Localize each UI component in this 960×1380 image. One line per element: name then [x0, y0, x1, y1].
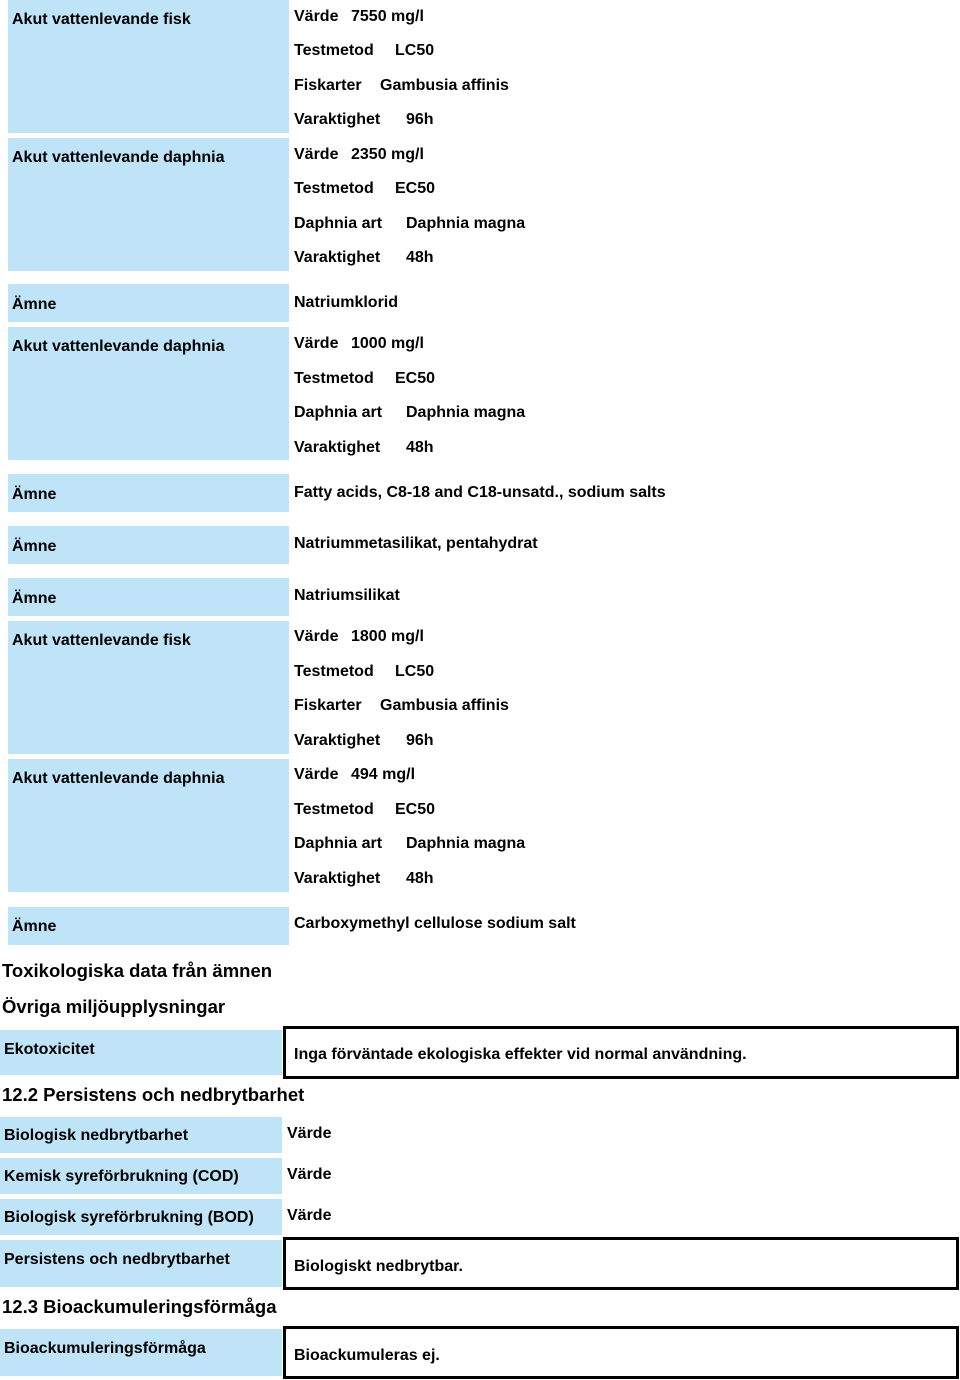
label-text: Biologisk syreförbrukning (BOD)	[4, 1209, 254, 1226]
label-cell	[8, 759, 289, 892]
row-value: EC50	[395, 801, 436, 818]
row-key: Värde	[294, 146, 339, 163]
row-key: Daphnia art	[294, 404, 383, 421]
row-value: Daphnia magna	[406, 215, 526, 232]
substance-name: Fatty acids, C8-18 and C18-unsatd., sodium salts	[294, 484, 666, 501]
label-text: Persistens och nedbrytbarhet	[4, 1251, 230, 1268]
row-value: 7550 mg/l	[351, 8, 424, 25]
label-cell-bioackumulering	[0, 1329, 282, 1376]
row-key: Varaktighet	[294, 249, 381, 266]
label-cell	[8, 138, 289, 271]
row-key: Fiskarter	[294, 77, 362, 94]
section-heading-tox: Toxikologiska data från ämnen	[2, 960, 273, 981]
row-value: Gambusia affinis	[380, 77, 509, 94]
label-cell-bod	[0, 1199, 282, 1235]
label-text: Akut vattenlevande daphnia	[12, 149, 225, 166]
value-text: Bioackumuleras ej.	[294, 1347, 440, 1364]
label-text: Ämne	[12, 486, 57, 503]
row-value: Värde	[287, 1166, 332, 1183]
row-value: Daphnia magna	[406, 835, 526, 852]
value-text: Biologiskt nedbrytbar.	[294, 1258, 463, 1275]
row-value: 494 mg/l	[351, 766, 416, 783]
row-key: Varaktighet	[294, 439, 381, 456]
row-key: Värde	[294, 628, 339, 645]
label-cell	[8, 327, 289, 460]
label-text: Akut vattenlevande daphnia	[12, 770, 225, 787]
value-box-bioackumulering	[283, 1326, 959, 1379]
label-text: Ämne	[12, 538, 57, 555]
row-value: Daphnia magna	[406, 404, 526, 421]
label-text: Bioackumuleringsförmåga	[4, 1340, 206, 1357]
row-value: 1800 mg/l	[351, 628, 424, 645]
row-key: Daphnia art	[294, 215, 383, 232]
label-cell-persistens	[0, 1240, 282, 1287]
substance-name: Natriumklorid	[294, 294, 399, 311]
section-heading-ovriga: Övriga miljöupplysningar	[2, 996, 226, 1017]
label-cell	[8, 0, 289, 133]
row-value: Värde	[287, 1125, 332, 1142]
row-key: Testmetod	[294, 801, 374, 818]
section-heading-12-3: 12.3 Bioackumuleringsförmåga	[2, 1296, 277, 1317]
row-value: EC50	[395, 180, 436, 197]
label-text: Akut vattenlevande fisk	[12, 632, 191, 649]
row-key: Värde	[294, 8, 339, 25]
row-key: Testmetod	[294, 180, 374, 197]
section-heading-12-2: 12.2 Persistens och nedbrytbarhet	[2, 1084, 305, 1105]
substance-name: Carboxymethyl cellulose sodium salt	[294, 915, 576, 932]
row-value: 48h	[406, 249, 434, 266]
label-text: Ämne	[12, 296, 57, 313]
label-cell	[8, 621, 289, 754]
label-text: Akut vattenlevande fisk	[12, 11, 191, 28]
row-key: Daphnia art	[294, 835, 383, 852]
row-key: Fiskarter	[294, 697, 362, 714]
row-key: Varaktighet	[294, 870, 381, 887]
label-cell	[8, 578, 289, 616]
row-value: LC50	[395, 42, 435, 59]
row-value: Gambusia affinis	[380, 697, 509, 714]
value-box-ekotoxicitet	[283, 1026, 959, 1079]
row-value: 96h	[406, 732, 434, 749]
row-key: Varaktighet	[294, 111, 381, 128]
label-cell	[8, 526, 289, 564]
row-value: LC50	[395, 663, 435, 680]
label-cell-biologisk-nedbrytbarhet	[0, 1117, 282, 1153]
label-cell	[8, 907, 289, 945]
label-text: Akut vattenlevande daphnia	[12, 338, 225, 355]
row-value: 1000 mg/l	[351, 335, 424, 352]
substance-name: Natriumsilikat	[294, 587, 400, 604]
row-value: Värde	[287, 1207, 332, 1224]
row-key: Värde	[294, 335, 339, 352]
label-text: Kemisk syreförbrukning (COD)	[4, 1168, 239, 1185]
row-value: 48h	[406, 439, 434, 456]
row-key: Värde	[294, 766, 339, 783]
value-box-persistens	[283, 1237, 959, 1290]
row-value: 2350 mg/l	[351, 146, 424, 163]
row-key: Testmetod	[294, 370, 374, 387]
label-text: Biologisk nedbrytbarhet	[4, 1127, 189, 1144]
value-text: Inga förväntade ekologiska effekter vid normal användning.	[294, 1046, 747, 1063]
row-key: Testmetod	[294, 42, 374, 59]
label-cell	[8, 284, 289, 322]
label-cell-ekotoxicitet	[0, 1030, 282, 1075]
row-key: Testmetod	[294, 663, 374, 680]
label-cell	[8, 474, 289, 512]
label-text: Ämne	[12, 590, 57, 607]
row-value: 96h	[406, 111, 434, 128]
label-text: Ekotoxicitet	[4, 1041, 95, 1058]
row-key: Varaktighet	[294, 732, 381, 749]
label-cell-cod	[0, 1158, 282, 1194]
substance-name: Natriummetasilikat, pentahydrat	[294, 535, 538, 552]
label-text: Ämne	[12, 918, 57, 935]
row-value: EC50	[395, 370, 436, 387]
row-value: 48h	[406, 870, 434, 887]
